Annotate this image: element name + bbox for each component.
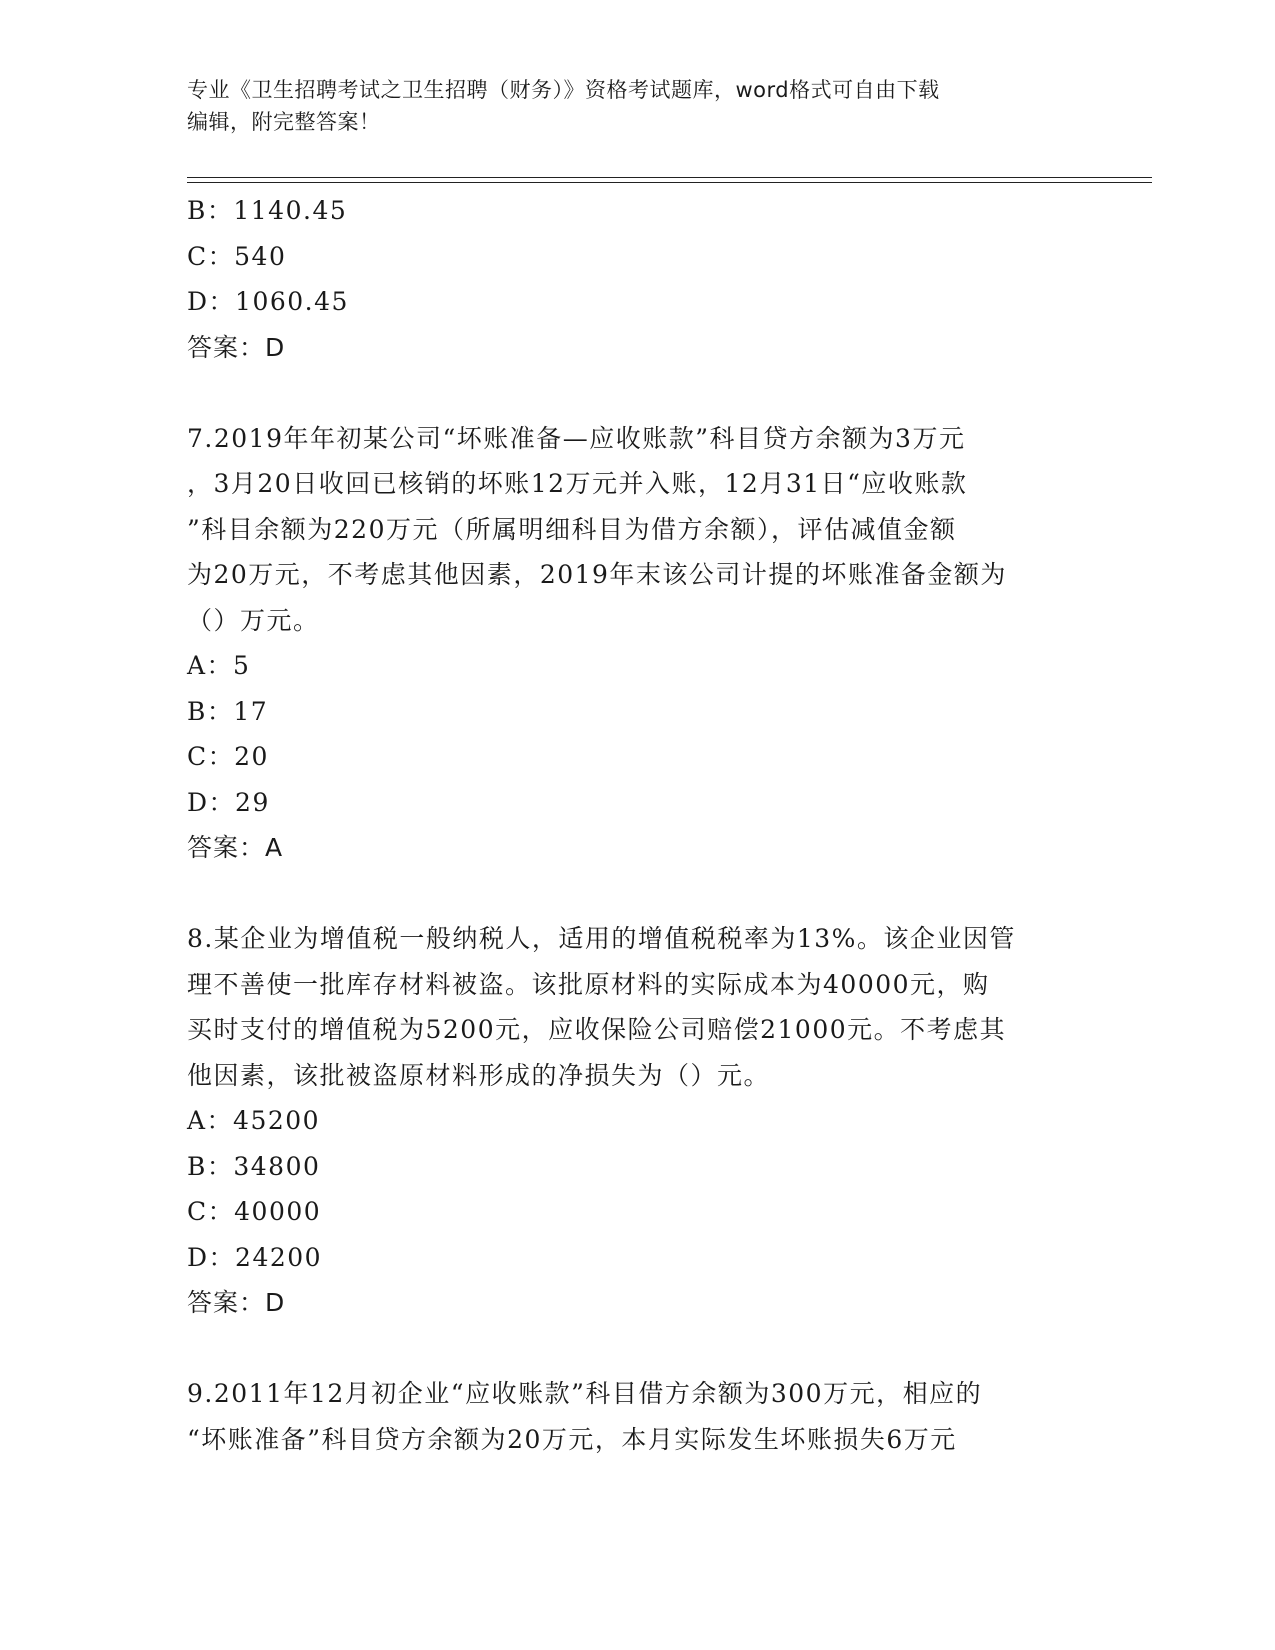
option-b: B：1140.45 [187,196,348,225]
header-divider-top [187,177,1152,178]
question-text-line: 为20万元，不考虑其他因素，2019年末该公司计提的坏账准备金额为 [187,560,1007,589]
question-text-line: 理不善使一批库存材料被盗。该批原材料的实际成本为40000元，购 [187,969,990,999]
option-d: D：1060.45 [187,287,349,316]
option-d: D：29 [187,787,270,817]
question-content [187,188,1087,1462]
option-d: D：24200 [187,1242,323,1272]
option-c: C：540 [187,241,287,271]
spacer [187,370,1087,416]
question-text-line: 买时支付的增值税为5200元，应收保险公司赔偿21000元。不考虑其 [187,1015,1007,1044]
option-a: A：5 [187,651,251,680]
question-text-line: ，3月20日收回已核销的坏账12万元并入账，12月31日“应收账款 [187,469,968,498]
question-7 [187,416,1087,871]
page-header [187,74,1087,138]
spacer [187,1326,1087,1372]
question-text-line: 8.某企业为增值税一般纳税人，适用的增值税税率为13%。该企业因管 [187,924,1016,953]
option-b: B：17 [187,696,269,726]
option-c: C：20 [187,742,269,771]
question-text-line: ”科目余额为220万元（所属明细科目为借方余额），评估减值金额 [187,514,957,544]
question-text-line: 他因素，该批被盗原材料形成的净损失为（）元。 [187,1060,771,1090]
option-b: B：34800 [187,1151,321,1181]
question-text-line: （）万元。 [187,605,320,635]
question-text-line: 9.2011年12月初企业“应收账款”科目借方余额为300万元，相应的 [187,1379,983,1408]
question-text-line: 7.2019年年初某公司“坏账准备—应收账款”科目贷方余额为3万元 [187,423,966,453]
answer: 答案：D [187,332,286,362]
header-line-2: 编辑，附完整答案！ [187,110,381,134]
question-text-line: “坏账准备”科目贷方余额为20万元，本月实际发生坏账损失6万元 [187,1424,957,1454]
question-9 [187,1371,1087,1462]
option-c: C：40000 [187,1197,322,1226]
option-a: A：45200 [187,1106,321,1135]
header-divider-bottom [187,182,1152,183]
answer: 答案：D [187,1288,286,1317]
partial-question [187,188,1087,370]
spacer [187,871,1087,917]
answer: 答案：A [187,833,284,862]
question-8 [187,916,1087,1326]
header-line-1: 专业《卫生招聘考试之卫生招聘（财务）》资格考试题库，word格式可自由下载 [187,78,940,102]
